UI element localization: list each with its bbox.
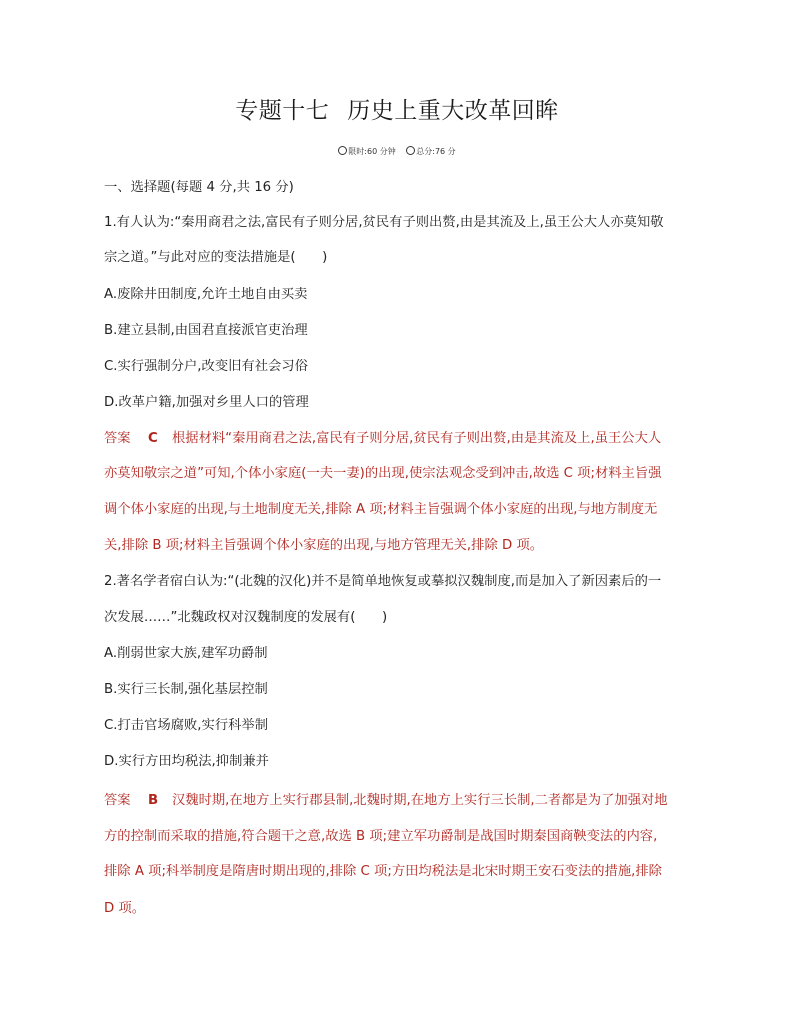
- question-2-analysis-line-3: 排除 A 项;科举制度是隋唐时期出现的,排除 C 项;方田均税法是北宋时期王安石变法的措施,排除: [104, 864, 662, 879]
- question-2-analysis-line-4: D 项。: [104, 901, 146, 916]
- question-1-option-a: A.废除井田制度,允许土地自由买卖: [104, 287, 308, 302]
- time-limit: 限时:60 分钟: [338, 146, 395, 157]
- question-2-option-a: A.削弱世家大族,建军功爵制: [104, 646, 268, 661]
- title-topic-name: 历史上重大改革回眸: [347, 98, 559, 124]
- check-circle-icon: [406, 146, 415, 155]
- answer-label: 答案: [104, 431, 131, 446]
- question-2-answer-line-1: [104, 789, 668, 808]
- question-2-stem-line-1: 2.著名学者宿白认为:“(北魏的汉化)并不是简单地恢复或摹拟汉魏制度,而是加入了新因素后的一: [104, 574, 662, 589]
- clock-icon: [338, 146, 347, 155]
- analysis-text: 根据材料“秦用商君之法,富民有子则分居,贫民有子则出赘,由是其流及上,虽王公大人: [172, 431, 662, 446]
- section-heading: 一、选择题(每题 4 分,共 16 分): [104, 180, 294, 195]
- exam-meta: [0, 146, 794, 157]
- question-1-option-d: D.改革户籍,加强对乡里人口的管理: [104, 395, 309, 410]
- analysis-text: 汉魏时期,在地方上实行郡县制,北魏时期,在地方上实行三长制,二者都是为了加强对地: [172, 793, 668, 808]
- question-2-stem-line-2: 次发展……”北魏政权对汉魏制度的发展有( ): [104, 610, 388, 625]
- question-2-option-d: D.实行方田均税法,抑制兼并: [104, 754, 269, 769]
- question-1-analysis-line-3: 调个体小家庭的出现,与土地制度无关,排除 A 项;材料主旨强调个体小家庭的出现,与地方制度无: [104, 502, 658, 517]
- title-topic-number: 专题十七: [235, 98, 330, 124]
- question-1-answer-line-1: [104, 427, 661, 446]
- total-score: 总分:76 分: [406, 146, 455, 157]
- answer-letter: C: [148, 431, 158, 446]
- page-title: [0, 92, 794, 125]
- question-1-stem-line-1: 1.有人认为:“秦用商君之法,富民有子则分居,贫民有子则出赘,由是其流及上,虽王公大人亦莫知敬: [104, 215, 664, 230]
- question-1-stem-line-2: 宗之道。”与此对应的变法措施是( ): [104, 250, 328, 265]
- question-1-option-c: C.实行强制分户,改变旧有社会习俗: [104, 359, 308, 374]
- answer-letter: B: [148, 793, 159, 808]
- question-2-option-b: B.实行三长制,强化基层控制: [104, 682, 268, 697]
- question-2-analysis-line-2: 方的控制而采取的措施,符合题干之意,故选 B 项;建立军功爵制是战国时期秦国商鞅变法的内容,: [104, 829, 658, 844]
- question-1-analysis-line-2: 亦莫知敬宗之道”可知,个体小家庭(一夫一妻)的出现,使宗法观念受到冲击,故选 C 项;材料主旨强: [104, 466, 662, 481]
- question-1-option-b: B.建立县制,由国君直接派官吏治理: [104, 323, 308, 338]
- question-2-option-c: C.打击官场腐败,实行科举制: [104, 718, 269, 733]
- answer-label: 答案: [104, 793, 131, 808]
- question-1-analysis-line-4: 关,排除 B 项;材料主旨强调个体小家庭的出现,与地方管理无关,排除 D 项。: [104, 538, 544, 553]
